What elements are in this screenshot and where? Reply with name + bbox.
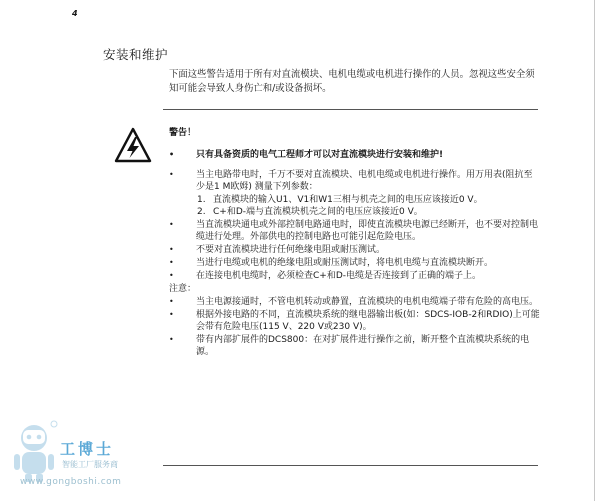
warning-item [169, 270, 541, 282]
note-item-text: 带有内部扩展件的DCS800：在对扩展件进行操作之前，断开整个直流模块系统的电源。 [196, 335, 530, 357]
note-item-text: 当主电源接通时，不管电机转动或静置，直流模块的电机电缆端子带有危险的高电压。 [196, 297, 539, 307]
subitem-text: 直流模块的输入U1、V1和W1三相与机壳之间的电压应该接近0 V。 [213, 195, 483, 205]
subitem-number: 1. [197, 195, 206, 205]
note-item [169, 309, 541, 333]
bullet: • [169, 271, 174, 280]
page-edge [594, 0, 595, 501]
high-voltage-warning-icon [114, 127, 152, 163]
watermark-url: www.gongboshi.com [20, 477, 122, 487]
note-item [169, 334, 541, 358]
note-item [169, 296, 541, 308]
note-item-text: 根据外接电路的不同，直流模块系统的继电器输出板(如：SDCS-IOB-2和RDIO)上可能会带有危险电压(115 V、220 V或230 V)。 [196, 310, 540, 332]
section-title: 安装和维护 [103, 47, 169, 62]
warning-item-text: 只有具备资质的电气工程师才可以对直流模块进行安装和维护! [196, 150, 444, 160]
warning-item-text: 当主电路带电时，千万不要对直流模块、电机电缆或电机进行操作。用万用表(阻抗至少是1 M欧姆) 测量下列参数： [196, 170, 533, 192]
warning-item-text: 在连接电机电缆时，必须检查C+和D-电缆是否连接到了正确的端子上。 [196, 271, 482, 281]
warning-item-text: 当直流模块通电或外部控制电路通电时，即使直流模块电源已经断开，也不要对控制电缆进行处理。外部供电的控制电路也可能引起危险电压。 [196, 220, 539, 242]
measurement-subitem [169, 194, 541, 206]
subitem-number: 2. [197, 207, 206, 217]
bullet: • [169, 245, 174, 254]
warning-item [169, 149, 541, 161]
warning-item [169, 257, 541, 269]
bullet: • [169, 335, 174, 344]
note-title: 注意： [169, 284, 197, 294]
bullet: • [169, 297, 174, 306]
watermark-tagline: 智能工厂服务商 [62, 460, 118, 469]
subitem-text: C+和D-端与直流模块机壳之间的电压应该接近0 V。 [213, 207, 423, 217]
bullet: • [169, 310, 174, 319]
bullet: • [169, 220, 174, 229]
warning-label: 警告！ [169, 128, 197, 138]
intro-paragraph: 下面这些警告适用于所有对直流模块、电机电缆或电机进行操作的人员。忽视这些安全须知可能会导致人身伤亡和/或设备损坏。 [169, 69, 535, 94]
measurement-subitem [169, 206, 541, 218]
warning-body [169, 149, 541, 359]
warning-item [169, 244, 541, 256]
page-number: 4 [72, 9, 78, 18]
bullet: • [169, 170, 174, 179]
top-divider [163, 109, 538, 110]
bottom-divider [163, 465, 538, 466]
watermark-brand: 工博士 [60, 440, 115, 458]
warning-item [169, 219, 541, 243]
warning-item-text: 当进行电缆或电机的绝缘电阻或耐压测试时，将电机电缆与直流模块断开。 [196, 258, 494, 268]
bullet: • [169, 258, 174, 267]
warning-item [169, 169, 541, 193]
warning-item-text: 不要对直流模块进行任何绝缘电阻或耐压测试。 [196, 245, 386, 255]
bullet: • [169, 150, 175, 159]
